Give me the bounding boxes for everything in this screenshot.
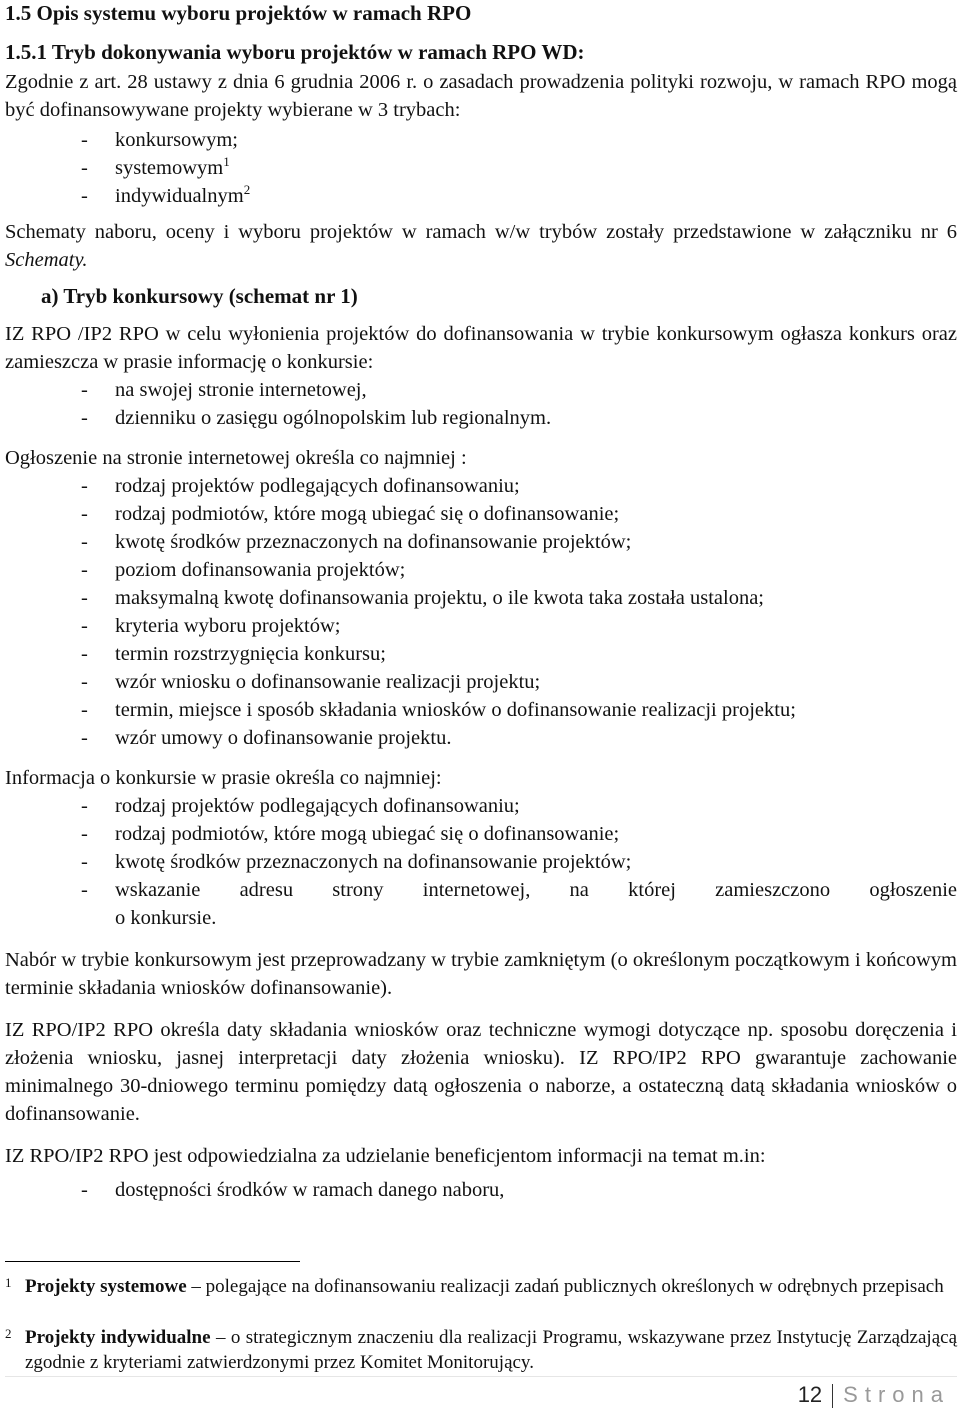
nabor-paragraph: Nabór w trybie konkursowym jest przeprowadzany w trybie zamkniętym (o określonym początkowym i końcowym terminie składania wniosków dofinansowanie). [5,949,957,999]
section-heading: 1.5 Opis systemu wyboru projektów w ramach RPO [5,1,472,25]
section-a-list [5,376,957,432]
list-item: - poziom dofinansowania projektów; [81,559,406,581]
footnote-term: Projekty systemowe [25,1276,187,1297]
page-footer [798,1381,950,1409]
info-paragraph: IZ RPO/IP2 RPO jest odpowiedzialna za udzielanie beneficjentom informacji na temat m.in: [5,1145,766,1167]
section-a-paragraph: IZ RPO /IP2 RPO w celu wyłonienia projektów do dofinansowania w trybie konkursowym ogłasza konkurs oraz zamieszcza w prasie informację o konkursie: [5,323,957,373]
attachment-reference: Schematy. [5,249,88,271]
press-notice-list [5,792,957,932]
footnote-1: 1 Projekty systemowe – polegające na dofinansowaniu realizacji zadań publicznych określonych w odrębnych przepisach [5,1274,957,1299]
page-number: 12 [797,1382,823,1407]
list-item: - rodzaj projektów podlegających dofinansowaniu; [81,475,520,497]
subsection-heading: 1.5.1 Tryb dokonywania wyboru projektów w ramach RPO WD: [5,40,585,64]
footnote-2: 2 Projekty indywidualne – o strategicznym znaczeniu dla realizacji Programu, wskazywane przez Instytucję Zarządzającą zgodnie z kryteriami zatwierdzonymi przez Komitet Monitorujący. [5,1325,957,1375]
list-item: - wskazanie adresu strony internetowej, na której zamieszczono ogłoszenie o konkursie. [81,879,957,929]
intro-paragraph: Zgodnie z art. 28 ustawy z dnia 6 grudnia 2006 r. o zasadach prowadzenia polityki rozwoju, w ramach RPO mogą być dofinansowywane projekty wybierane w 3 trybach: [5,71,957,121]
mode-list [5,126,957,210]
list-item: - wzór wniosku o dofinansowanie realizacji projektu; [81,671,541,693]
footer-divider [832,1384,833,1408]
schematy-paragraph: Schematy naboru, oceny i wyboru projektów w ramach w/w trybów zostały przedstawione w załączniku nr 6 Schematy. [5,221,957,271]
internet-notice-intro: Ogłoszenie na stronie internetowej określa co najmniej : [5,447,467,469]
list-item: - dzienniku o zasięgu ogólnopolskim lub regionalnym. [81,407,552,429]
list-item: - kryteria wyboru projektów; [81,615,341,637]
footnote-ref[interactable]: 2 [243,182,251,198]
list-item: - wzór umowy o dofinansowanie projektu. [81,727,452,749]
footnote-number: 2 [5,1326,12,1341]
footnote-term: Projekty indywidualne [25,1327,211,1348]
page-label: Strona [843,1382,950,1407]
list-item: - indywidualnym$^2$ [81,182,251,207]
list-item: - dostępności środków w ramach danego naboru, [81,1179,505,1201]
section-a-title: a) Tryb konkursowy (schemat nr 1) [41,284,358,308]
list-item: - termin, miejsce i sposób składania wniosków o dofinansowanie realizacji projektu; [81,699,796,721]
list-item: - konkursowym; [81,129,238,151]
document-page [5,0,957,1204]
list-item: - rodzaj podmiotów, które mogą ubiegać się o dofinansowanie; [81,823,620,845]
list-item: - kwotę środków przeznaczonych na dofinansowanie projektów; [81,851,632,873]
list-item: - rodzaj projektów podlegających dofinansowaniu; [81,795,520,817]
terms-paragraph: IZ RPO/IP2 RPO określa daty składania wniosków oraz techniczne wymogi dotyczące np. sposobu doręczenia i złożenia wniosku, jasnej interpretacji daty złożenia wniosku). IZ RPO/IP2 RPO gwarantuje zachowanie minimalnego 30-dniowego terminu pomiędzy datą ogłoszenia o naborze, a ostateczną datą składania wniosków o dofinansowanie. [5,1019,957,1125]
footnote-number: 1 [5,1275,12,1290]
press-notice-intro: Informacja o konkursie w prasie określa co najmniej: [5,767,442,789]
info-list [5,1176,957,1204]
list-item: - na swojej stronie internetowej, [81,379,367,401]
list-item: - rodzaj podmiotów, które mogą ubiegać się o dofinansowanie; [81,503,620,525]
list-item: - systemowym$^1$ [81,154,230,179]
list-item: - kwotę środków przeznaczonych na dofinansowanie projektów; [81,531,632,553]
footnote-ref[interactable]: 1 [223,154,230,170]
internet-notice-list [5,472,957,752]
footer-separator [5,1376,957,1377]
list-item: - termin rozstrzygnięcia konkursu; [81,643,386,665]
footnote-separator [5,1261,300,1262]
list-item: - maksymalną kwotę dofinansowania projektu, o ile kwota taka została ustalona; [81,587,764,609]
